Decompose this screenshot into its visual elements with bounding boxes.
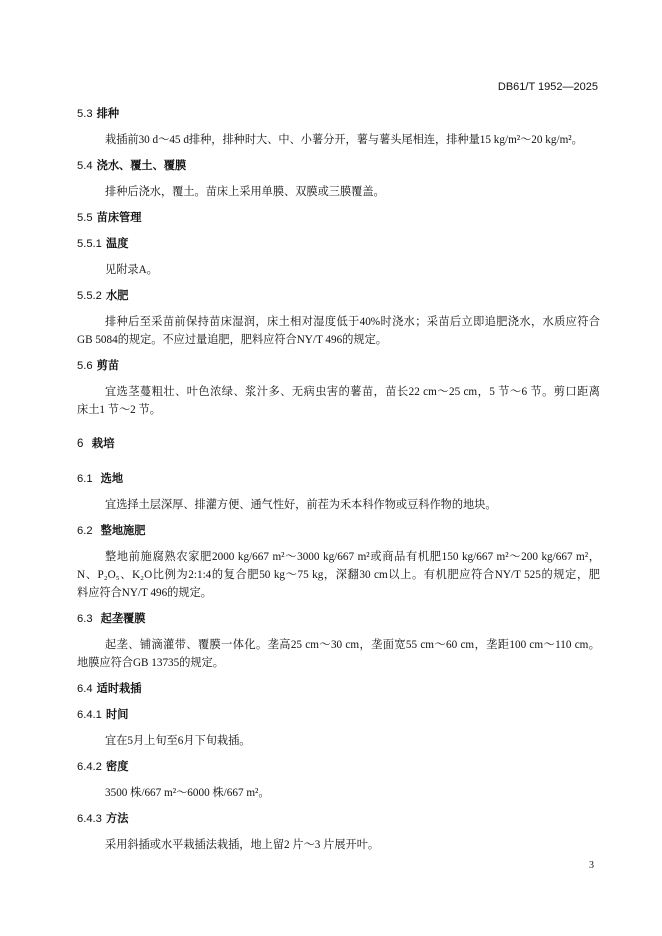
- clause-number: 5.5.2: [77, 290, 102, 302]
- clause-number: 6.1: [77, 473, 93, 485]
- paragraph-line: 3500 株/667 m²～6000 株/667 m²。: [105, 787, 270, 799]
- clause-heading: [77, 209, 600, 227]
- clause-number: 5.5: [77, 212, 93, 224]
- paragraph-line: 料应符合NY/T 496的规定。: [77, 587, 212, 599]
- clause-paragraph: [77, 732, 600, 750]
- clause-title: 方法: [106, 813, 129, 825]
- clause-heading: [77, 287, 600, 305]
- document-body: [77, 105, 600, 862]
- clause-heading: [77, 610, 600, 628]
- paragraph-line: 栽插前30 d～45 d排种，排种时大、中、小薯分开，薯与薯头尾相连，排种量15 kg/m²～20 kg/m²。: [105, 134, 583, 146]
- clause-number: 5.4: [77, 160, 93, 172]
- clause-title: 剪苗: [96, 360, 120, 372]
- clause-title: 浇水、覆土、覆膜: [96, 160, 187, 172]
- clause-heading: [77, 522, 600, 540]
- clause-heading: [77, 758, 600, 776]
- clause-title: 密度: [106, 761, 129, 773]
- clause-heading: [77, 810, 600, 828]
- clause-number: 5.6: [77, 360, 93, 372]
- clause-paragraph: [77, 496, 600, 514]
- clause-heading: [77, 235, 600, 253]
- paragraph-line: GB 5084的规定。不应过量追肥，肥料应符合NY/T 496的规定。: [77, 334, 387, 346]
- clause-6-2: [77, 522, 600, 602]
- clause-heading: [77, 706, 600, 724]
- clause-6-1: [77, 470, 600, 514]
- clause-number: 6.2: [77, 525, 93, 537]
- chapter-number: 6: [77, 438, 84, 450]
- clause-title: 选地: [100, 473, 124, 485]
- clause-title: 水肥: [106, 290, 129, 302]
- clause-6-4-2: [77, 758, 600, 802]
- paragraph-line: 床土1 节～2 节。: [77, 404, 161, 416]
- paragraph-line: 见附录A。: [105, 264, 158, 276]
- paragraph-line: 起垄、铺滴灌带、覆膜一体化。垄高25 cm～30 cm，垄面宽55 cm～60 cm，垄距100 cm～110 cm。: [105, 639, 600, 651]
- clause-paragraph: [77, 836, 600, 854]
- paragraph-line: N、P₂O₅、K₂O比例为2:1:4的复合肥50 kg～75 kg，深翻30 cm以上。有机肥应符合NY/T 525的规定，肥: [77, 569, 600, 581]
- clause-title: 温度: [106, 238, 129, 250]
- clause-5-5: [77, 209, 600, 227]
- page-number: 3: [589, 860, 594, 871]
- standard-number-header: DB61/T 1952—2025: [497, 81, 598, 93]
- clause-paragraph: [77, 784, 600, 802]
- clause-5-5-2: [77, 287, 600, 349]
- paragraph-line: 排种后浇水，覆土。苗床上采用单膜、双膜或三膜覆盖。: [105, 186, 385, 198]
- paragraph-line: 整地前施腐熟农家肥2000 kg/667 m²～3000 kg/667 m²或商品有机肥150 kg/667 m²～200 kg/667 m²，: [105, 551, 600, 563]
- clause-heading: [77, 157, 600, 175]
- chapter-6: [77, 435, 600, 453]
- clause-paragraph: [77, 131, 600, 149]
- paragraph-line: 宜选茎蔓粗壮、叶色浓绿、浆汁多、无病虫害的薯苗，苗长22 cm～25 cm，5 节～6 节。剪口距离: [105, 386, 600, 398]
- clause-6-3: [77, 610, 600, 672]
- clause-6-4-1: [77, 706, 600, 750]
- clause-heading: [77, 470, 600, 488]
- clause-heading: [77, 105, 600, 123]
- clause-paragraph: [77, 636, 600, 672]
- clause-title: 起垄覆膜: [100, 613, 146, 625]
- clause-5-4: [77, 157, 600, 201]
- clause-6-4: [77, 680, 600, 698]
- clause-heading: [77, 680, 600, 698]
- clause-5-3: [77, 105, 600, 149]
- clause-5-6: [77, 357, 600, 419]
- clause-paragraph: [77, 313, 600, 349]
- clause-number: 6.4.2: [77, 761, 102, 773]
- paragraph-line: 宜在5月上旬至6月下旬栽插。: [105, 735, 251, 747]
- clause-title: 时间: [106, 709, 129, 721]
- clause-title: 苗床管理: [96, 212, 142, 224]
- paragraph-line: 地膜应符合GB 13735的规定。: [77, 657, 224, 669]
- chapter-title: 栽培: [91, 438, 115, 450]
- clause-paragraph: [77, 383, 600, 419]
- clause-number: 6.4.1: [77, 709, 102, 721]
- clause-title: 整地施肥: [100, 525, 146, 537]
- clause-paragraph: [77, 261, 600, 279]
- clause-title: 适时栽插: [96, 683, 142, 695]
- clause-number: 6.4.3: [77, 813, 102, 825]
- chapter-heading: [77, 435, 600, 453]
- clause-number: 6.3: [77, 613, 93, 625]
- clause-6-4-3: [77, 810, 600, 854]
- paragraph-line: 宜选择土层深厚、排灌方便、通气性好，前茬为禾本科作物或豆科作物的地块。: [105, 499, 497, 511]
- clause-title: 排种: [96, 108, 120, 120]
- clause-heading: [77, 357, 600, 375]
- clause-paragraph: [77, 183, 600, 201]
- clause-number: 6.4: [77, 683, 93, 695]
- paragraph-line: 排种后至采苗前保持苗床湿润，床土相对湿度低于40%时浇水；采苗后立即追肥浇水，水质应符合: [105, 316, 600, 328]
- clause-paragraph: [77, 548, 600, 602]
- paragraph-line: 采用斜插或水平栽插法栽插，地上留2 片～3 片展开叶。: [105, 839, 380, 851]
- clause-5-5-1: [77, 235, 600, 279]
- clause-number: 5.5.1: [77, 238, 102, 250]
- clause-number: 5.3: [77, 108, 93, 120]
